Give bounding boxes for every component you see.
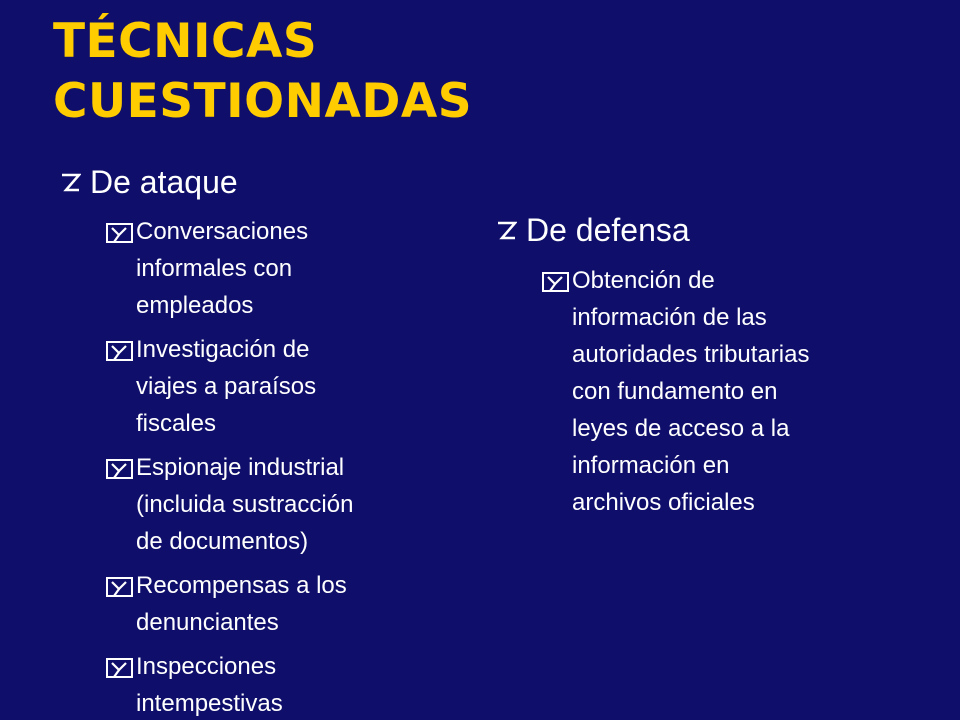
list-item-line: con fundamento en <box>572 378 778 405</box>
boxed-y-bullet-icon <box>106 577 133 597</box>
attack-item-list <box>60 213 455 720</box>
list-item-line: Espionaje industrial <box>136 454 345 481</box>
list-item-line: de documentos) <box>136 528 309 555</box>
list-item-line: leyes de acceso a la <box>572 415 790 442</box>
list-item <box>106 567 455 641</box>
list-item <box>542 262 910 521</box>
title-line-2: CUESTIONADAS <box>53 74 473 129</box>
defense-heading-label: De defensa <box>526 212 690 248</box>
list-item-line: informales con <box>136 255 293 282</box>
list-item-line: información de las <box>572 304 767 331</box>
list-item-line: archivos oficiales <box>572 489 755 516</box>
list-item-line: Obtención de <box>572 267 715 294</box>
list-item-line: Investigación de <box>136 336 310 363</box>
list-item <box>106 648 455 720</box>
boxed-y-bullet-icon <box>106 459 133 479</box>
z-bullet-icon <box>496 220 517 241</box>
boxed-y-bullet-icon <box>542 272 569 292</box>
list-item-line: intempestivas <box>136 690 283 717</box>
list-item-line: autoridades tributarias <box>572 341 810 368</box>
list-item <box>106 213 455 324</box>
list-item-line: denunciantes <box>136 609 279 636</box>
boxed-y-bullet-icon <box>106 341 133 361</box>
list-item-line: Recompensas a los <box>136 572 347 599</box>
list-item-line: Inspecciones <box>136 653 277 680</box>
list-item-line: (incluida sustracción <box>136 491 354 518</box>
boxed-y-bullet-icon <box>106 658 133 678</box>
list-item-line: viajes a paraísos <box>136 373 317 400</box>
list-item <box>106 331 455 442</box>
list-item-line: fiscales <box>136 410 217 437</box>
slide-title <box>53 12 913 132</box>
attack-heading <box>60 160 455 204</box>
list-item-line: información en <box>572 452 730 479</box>
list-item-line: Conversaciones <box>136 218 309 245</box>
boxed-y-bullet-icon <box>106 223 133 243</box>
attack-column <box>60 160 455 720</box>
defense-item-list <box>496 262 910 521</box>
defense-column <box>496 208 910 528</box>
defense-heading <box>496 208 910 252</box>
z-bullet-icon <box>60 172 81 193</box>
list-item-line: empleados <box>136 292 254 319</box>
attack-heading-label: De ataque <box>90 164 238 200</box>
title-line-1: TÉCNICAS <box>53 14 318 69</box>
list-item <box>106 449 455 560</box>
